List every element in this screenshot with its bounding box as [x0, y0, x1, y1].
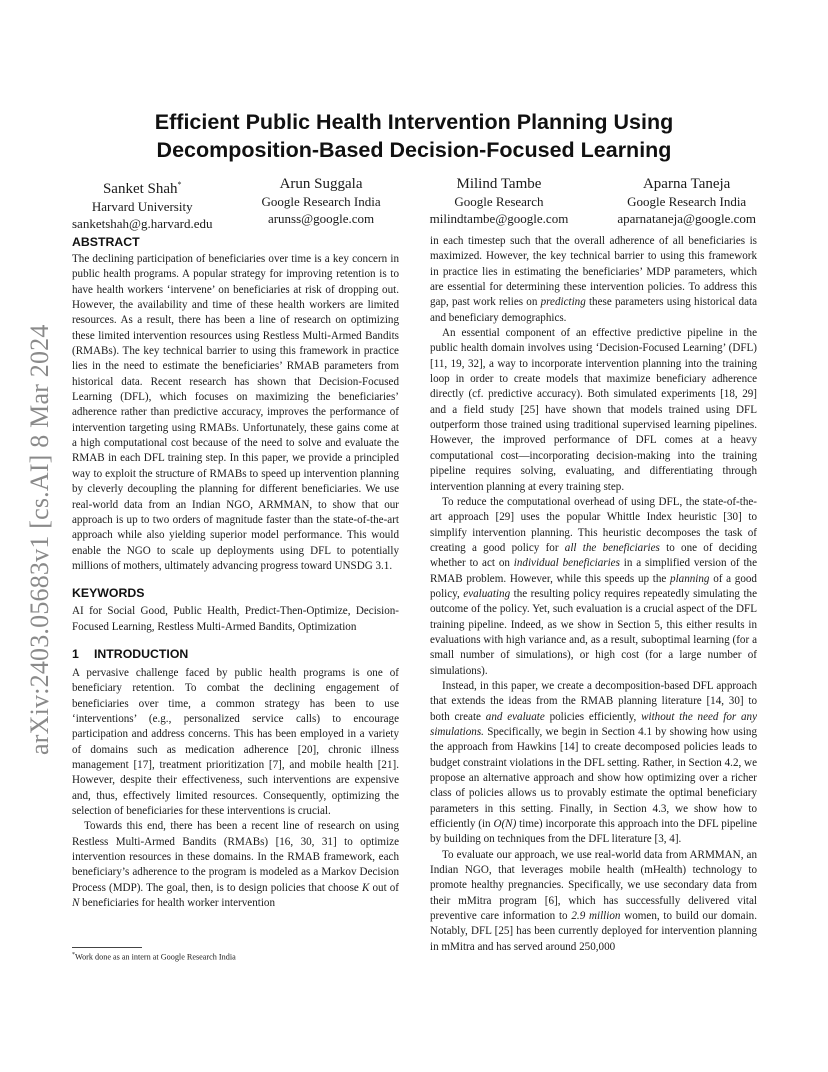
right-paragraph-5: To evaluate our approach, we use real-world data from ARMMAN, an Indian NGO, that leverages mobile health (mHealth) technology to promote healthy pregnancies. Specifically, we use secondary data from their mMitra program [6], which has successfully delivered vital preventive care information to 2.9 million women, to build our domain. Notably, DFL [25] has been currently deployed for intervention planning in mMitra and has served around 250,000: [430, 848, 758, 953]
author-affiliation: Google Research India: [627, 194, 747, 209]
footnote: [72, 950, 399, 963]
title-line-2: Decomposition-Based Decision-Focused Learning: [156, 138, 672, 162]
title-line-1: Efficient Public Health Intervention Planning Using: [154, 110, 674, 134]
intro-paragraph-1: A pervasive challenge faced by public health programs is one of beneficiary retention. To combat the declining engagement of beneficiaries over time, a common strategy has been to use ‘interventions’ (e.g., personalized service calls) to encourage participation and address concerns. This has been employed in a variety of domains such as medication adherence [20], chronic illness management [17], treatment prioritization [7], and mobile health [21]. However, despite their effectiveness, such interventions are expensive and, thus, effectively limited resources. Consequently, optimizing the selection of beneficiaries for these interventions is crucial.: [72, 666, 399, 817]
right-paragraph-3: To reduce the computational overhead of using DFL, the state-of-the-art approach [29] uses the popular Whittle Index heuristic [30] to simplify intervention planning. This heuristic decomposes the task of creating a good policy for all the beneficiaries to one of deciding whether to act on individual beneficiaries in a simplified version of the RMAB problem. However, while this speeds up the planning of a good policy, evaluating the resulting policy requires repeatedly simulating the outcome of the policy. Yet, such evaluation is a crucial aspect of the DFL training pipeline. Indeed, as we show in Section 5, this either results in evaluations with high variance and, as a result, suboptimal learning (for a small number of simulations), or high cost (for a large number of simulations).: [430, 495, 757, 677]
right-paragraph-1: in each timestep such that the overall adherence of all beneficiaries is maximized. However, the key technical barrier to using this framework in practice lies in estimating the beneficiaries’ MDP parameters, which are essential for determining these intervention policies. To address this gap, past work relies on predicting these parameters using historical data and beneficiary demographics.: [430, 235, 758, 324]
intro-paragraph-2: Towards this end, there has been a recent line of research on using Restless Multi-Armed Bandits (RMABs) [16, 30, 31] to optimize intervention resources in these domains. In the RMAB framework, each beneficiary’s adherence to the program is modeled as a Markov Decision Process (MDP). The goal, then, is to design policies that choose K out of N beneficiaries for health worker intervention: [72, 820, 399, 910]
author-email: aparnataneja@google.com: [617, 210, 756, 226]
introduction-heading: [72, 646, 399, 662]
right-column: [430, 234, 757, 955]
arxiv-identifier: arXiv:2403.05683v1 [cs.AI] 8 Mar 2024: [25, 324, 54, 755]
author-email: sanketshah@g.harvard.edu: [72, 215, 213, 231]
footnote-divider: [72, 947, 142, 948]
author-affiliation: Google Research India: [261, 194, 381, 209]
abstract-heading: ABSTRACT: [72, 235, 140, 249]
left-column: [72, 234, 399, 911]
right-paragraph-2: An essential component of an effective predictive pipeline in the public health domain involves using ‘Decision-Focused Learning’ (DFL) [11, 19, 32], a way to incorporate intervention planning into the training loop in order to create models that maximize beneficiary adherence directly (cf. predictive accuracy). Both simulated experiments [18, 29] and a field study [25] have shown that models trained using DFL outperform those trained using traditional supervised learning pipelines. However, the improved performance of DFL comes at a heavy computational cost—incorporating decision-making into the training pipeline requires solving, evaluating, and differentiating through intervention planning at every training step.: [430, 327, 757, 493]
footnote-mark: *: [72, 952, 75, 958]
math-K: K: [361, 881, 370, 894]
author-email: arunss@google.com: [267, 210, 375, 226]
section-title: INTRODUCTION: [94, 646, 189, 661]
author-1: [72, 175, 212, 232]
author-4: [617, 175, 756, 232]
right-paragraph-4: Instead, in this paper, we create a decomposition-based DFL approach that extends the ideas from the RMAB planning literature [14, 30] to both create and evaluate policies efficiently, without the need for any simulations. Specifically, we begin in Section 4.1 by showing how using the approach from Hawkins [14] to create decomposed policies leads to budget constraint violations in the DFL setting. Rather, in Section 4.2, we propose an alternative approach and show how optimizing over a richer class of policies allows us to provably estimate the optimal beneficiary parameters in this setting. Finally, in Section 4.3, we show how to efficiently (in O(N) time) incorporate this approach into the DFL pipeline by building on techniques from the DFL literature [3, 4].: [430, 679, 758, 846]
paper-title: [72, 108, 756, 164]
author-block: [72, 175, 756, 232]
author-name: Arun Suggala: [279, 176, 363, 192]
math-big-o: O(N): [493, 818, 517, 831]
author-2: [261, 175, 380, 232]
section-number: 1: [72, 646, 79, 661]
abstract-text: The declining participation of beneficiaries over time is a key concern in public health programs. A popular strategy for improving retention is to have health workers ‘intervene’ on beneficiaries at risk of dropping out. However, the availability and time of these health workers are limited resources. As a result, there has been a line of research on optimizing these limited intervention resources using Restless Multi-Armed Bandits (RMABs). The key technical barrier to using this framework in practice lies in the need to estimate the beneficiaries’ RMAB parameters from historical data. Recent research has shown that Decision-Focused Learning (DFL), which focuses on maximizing the beneficiaries’ adherence rather than predictive accuracy, improves the performance of intervention targeting using RMABs. Unfortunately, these gains come at a high computational cost because of the need to solve and evaluate the RMAB in each DFL training step. In this paper, we provide a principled way to exploit the structure of RMABs to speed up intervention planning by cleverly decoupling the planning for different beneficiaries. We use real-world data from an Indian NGO, ARMMAN, to show that our approach is up to two orders of magnitude faster than the state-of-the-art approach while also yielding superior model performance. This would enable the NGO to scale up deployments using DFL to potentially millions of mothers, ultimately advancing progress toward UNSDG 3.1.: [72, 253, 399, 572]
author-affiliation: Google Research: [454, 194, 544, 209]
author-name: Milind Tambe: [456, 176, 542, 192]
keywords-heading: KEYWORDS: [72, 586, 145, 601]
author-name: Sanket Shah: [102, 181, 178, 197]
author-name: Aparna Taneja: [642, 176, 731, 192]
footnote-text: Work done as an intern at Google Research India: [75, 952, 236, 962]
author-affiliation: Harvard University: [91, 199, 193, 214]
author-footnote-mark: *: [177, 180, 182, 189]
keywords-text: AI for Social Good, Public Health, Predict-Then-Optimize, Decision-Focused Learning, Restless Multi-Armed Bandits, Optimization: [72, 605, 399, 633]
author-3: [430, 175, 569, 232]
author-email: milindtambe@google.com: [429, 210, 569, 226]
math-N: N: [72, 897, 80, 910]
